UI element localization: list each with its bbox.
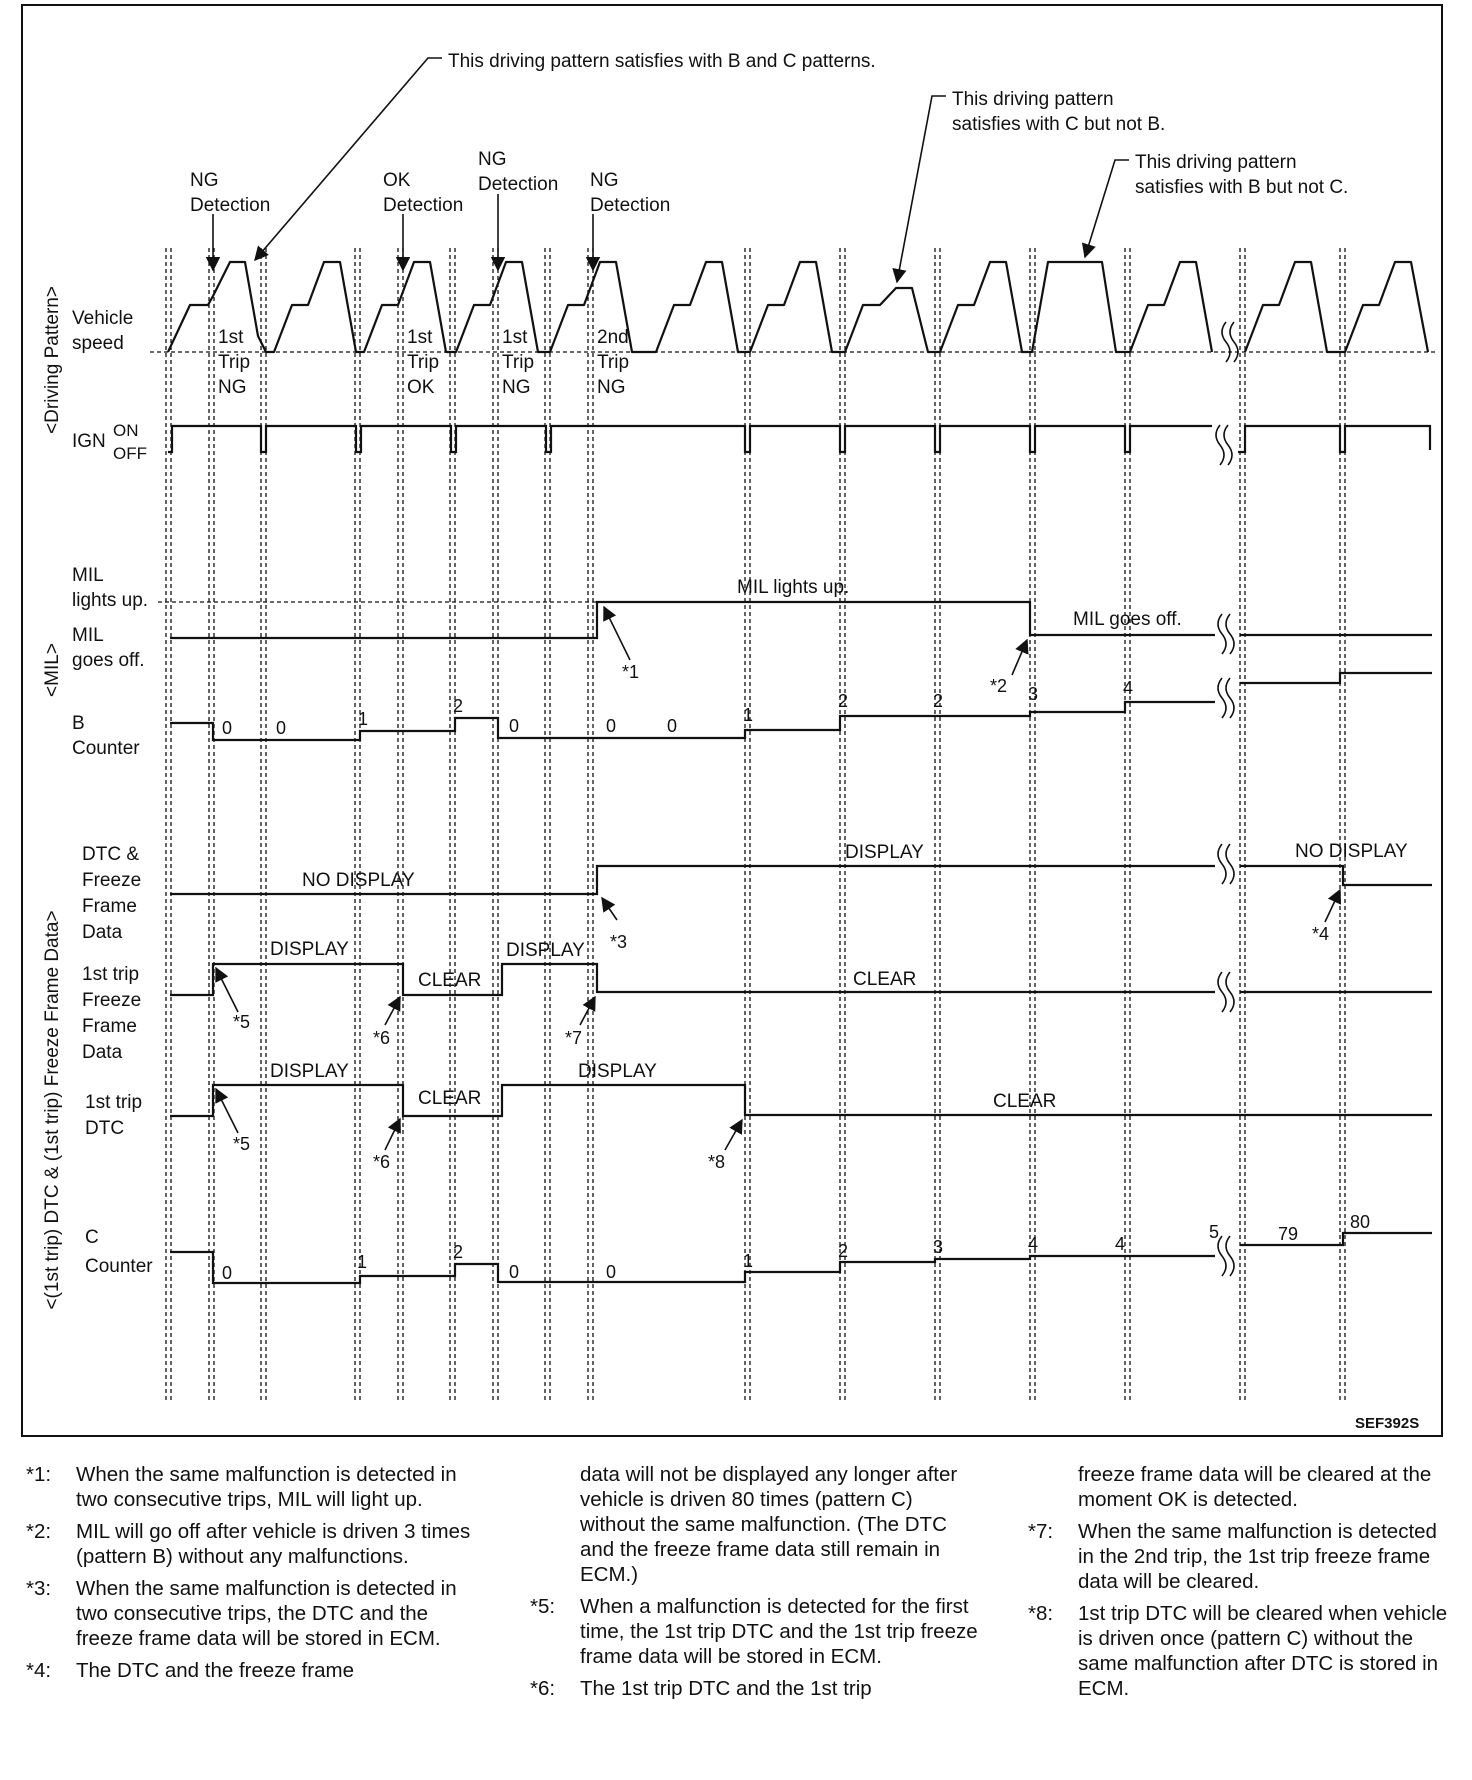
mil-waveform [170,602,1215,638]
mil-state-lights-up: MIL lights up. [737,577,850,598]
notes-column-2 [530,1462,980,1708]
row-label-trip-ff-3: Frame [82,1016,137,1037]
row-label-trip-ff-2: Freeze [82,990,142,1011]
row-label-c-counter-2: Counter [85,1256,153,1277]
trip-ff-state-clear-1: CLEAR [418,970,482,991]
note-4 [26,1658,476,1683]
note-6 [530,1676,980,1701]
mil-state-goes-off: MIL goes off. [1073,609,1182,630]
b-counter-value: 1 [743,705,754,725]
section-label-mil: <MIL> [42,643,63,697]
marker-6b: *6 [373,1152,391,1172]
trip-label-4-bot: NG [597,377,626,398]
note-marker: *5: [530,1595,556,1618]
trip-label-2-mid: Trip [407,352,440,373]
callout-bc-text: This driving pattern satisfies with B and C patterns. [448,51,876,72]
dtc-ff-waveform-after-break [1240,866,1432,885]
row-label-trip-ff-1: 1st trip [82,964,140,985]
note-1 [26,1462,476,1512]
notes-column-3 [1028,1462,1448,1708]
row-label-b-counter-2: Counter [72,738,140,759]
trip-label-2-bot: OK [407,377,435,398]
b-counter-value: 2 [453,696,464,716]
row-label-b-counter-1: B [72,713,85,734]
note-text: When the same malfunction is detected in two consecutive trips, MIL will light up. [76,1463,457,1511]
note-text: When the same malfunction is detected in two consecutive trips, the DTC and the freeze frame data will be stored in ECM. [76,1577,457,1650]
note-marker: *6: [530,1677,556,1700]
marker-3-arrow [602,898,617,920]
detection-label-bottom: Detection [590,195,671,216]
b-counter-value: 2 [838,691,849,711]
callout-b-not-c-line1: This driving pattern [1135,152,1297,173]
marker-2: *2 [990,676,1008,696]
note-marker: *1: [26,1463,52,1486]
detection-label-top: NG [478,149,507,170]
note-text: MIL will go off after vehicle is driven 3 times (pattern B) without any malfunctions. [76,1520,471,1568]
trip-label-3-mid: Trip [502,352,535,373]
note-2 [26,1519,476,1569]
marker-4-arrow [1325,890,1340,922]
row-label-mil-lights-1: MIL [72,565,104,586]
row-label-dtc-ff-1: DTC & [82,844,139,865]
note-marker: *4: [26,1659,52,1682]
b-counter-value: 0 [509,716,520,736]
detection-ng-1 [190,170,270,216]
dtc-ff-state-no-display-end: NO DISPLAY [1295,841,1408,862]
section-label-driving-pattern: <Driving Pattern> [42,286,63,434]
note-6-continued: freeze frame data will be cleared at the moment OK is detected. [1078,1463,1432,1511]
row-label-vehicle-speed-1: Vehicle [72,308,134,329]
row-label-vehicle-speed-2: speed [72,333,124,354]
detection-label-top: NG [590,170,619,191]
marker-8-arrow [725,1120,742,1150]
c-counter-value: 4 [1115,1234,1126,1254]
b-counter-waveform [170,702,1215,740]
trip-label-4-top: 2nd [597,327,629,348]
c-counter-value: 1 [743,1251,754,1271]
trip-ff-state-display-1: DISPLAY [270,939,349,960]
row-label-mil-off-1: MIL [72,625,104,646]
notes-column-1 [26,1462,476,1690]
detection-label-bottom: Detection [190,195,271,216]
detection-ng-4 [590,170,670,216]
c-counter-value: 79 [1278,1224,1299,1244]
trip-label-2-top: 1st [407,327,433,348]
b-counter-value: 0 [276,718,287,738]
b-counter-value: 3 [1028,684,1039,704]
c-counter-value: 5 [1209,1222,1220,1242]
dtc-ff-state-display: DISPLAY [845,842,924,863]
note-marker: *3: [26,1577,52,1600]
callout-c-not-b-line1: This driving pattern [952,89,1114,110]
marker-5b: *5 [233,1134,251,1154]
c-counter-value: 3 [933,1237,944,1257]
trip-dtc-state-display-2: DISPLAY [578,1061,657,1082]
trip-label-1-mid: Trip [218,352,251,373]
b-counter-value: 2 [933,691,944,711]
vehicle-speed-waveform [168,262,1212,352]
note-text: 1st trip DTC will be cleared when vehicle is driven once (pattern C) without the same malfunction after DTC is stored in ECM. [1078,1602,1448,1700]
marker-5a-arrow [216,968,238,1012]
note-text: When a malfunction is detected for the first time, the 1st trip DTC and the 1st trip freeze frame data will be stored in ECM. [580,1595,978,1668]
trip-ff-state-clear-2: CLEAR [853,969,917,990]
note-marker: *8: [1028,1602,1054,1625]
figure-code: SEF392S [1355,1415,1420,1432]
note-marker: *7: [1028,1520,1054,1543]
trip-label-1-bot: NG [218,377,247,398]
callout-b-not-c-line2: satisfies with B but not C. [1135,177,1349,198]
trip-label-4-mid: Trip [597,352,630,373]
trip-label-3-bot: NG [502,377,531,398]
dtc-ff-state-no-display: NO DISPLAY [302,870,415,891]
row-label-c-counter-1: C [85,1227,99,1248]
row-label-mil-lights-2: lights up. [72,590,149,611]
note-text: The 1st trip DTC and the 1st trip [580,1677,872,1700]
note-8 [1028,1601,1448,1701]
trip-label-1-top: 1st [218,327,244,348]
trip-dtc-waveform [170,1085,1432,1116]
c-counter-value: 80 [1350,1212,1371,1232]
marker-5b-arrow [216,1089,238,1133]
b-counter-value: 4 [1123,678,1134,698]
b-counter-value: 0 [667,716,678,736]
detection-ng-3 [478,149,558,195]
row-label-trip-dtc-2: DTC [85,1118,125,1139]
detection-label-bottom: Detection [478,174,559,195]
diagram-frame [22,5,1442,1436]
detection-label-top: NG [190,170,219,191]
trip-guide-lines [166,248,1345,1400]
detection-label-bottom: Detection [383,195,464,216]
note-3 [26,1576,476,1651]
trip-dtc-state-clear-1: CLEAR [418,1088,482,1109]
row-label-dtc-ff-4: Data [82,922,123,943]
c-counter-value: 4 [1028,1234,1039,1254]
b-counter-value: 0 [222,718,233,738]
callout-b-not-c-leader [1085,160,1129,257]
ign-waveform-after-break [1238,426,1430,452]
marker-3: *3 [610,932,628,952]
trip-label-3-top: 1st [502,327,528,348]
marker-8: *8 [708,1152,726,1172]
detection-label-top: OK [383,170,411,191]
note-marker: *2: [26,1520,52,1543]
trip-dtc-state-clear-2: CLEAR [993,1091,1057,1112]
section-label-dtc-freeze-frame: <(1st trip) DTC & (1st trip) Freeze Frame Data> [42,910,63,1310]
callout-c-not-b-line2: satisfies with C but not B. [952,114,1166,135]
row-label-mil-off-2: goes off. [72,650,145,671]
c-counter-waveform [170,1252,1215,1283]
marker-6a: *6 [373,1028,391,1048]
time-break-marks [1216,322,1238,1276]
trip-dtc-state-display-1: DISPLAY [270,1061,349,1082]
callout-bc-leader [255,58,442,260]
marker-1: *1 [622,662,640,682]
row-label-dtc-ff-2: Freeze [82,870,142,891]
ign-waveform [168,426,1212,452]
c-counter-waveform-after-break [1240,1233,1432,1245]
note-text: The DTC and the freeze frame [76,1659,355,1682]
c-counter-value: 2 [838,1241,849,1261]
marker-1-arrow [604,607,630,660]
b-counter-waveform-after-break [1240,673,1432,683]
c-counter-value: 0 [606,1262,617,1282]
callout-c-not-b-leader [897,96,946,282]
trip-ff-waveform [170,964,1215,995]
marker-5a: *5 [233,1012,251,1032]
row-label-dtc-ff-3: Frame [82,896,137,917]
trip-ff-state-display-2: DISPLAY [506,940,585,961]
note-5 [530,1594,980,1669]
b-counter-value: 0 [606,716,617,736]
row-label-ign-on: ON [113,421,139,440]
row-label-ign: IGN [72,431,106,452]
marker-2-arrow [1012,640,1027,675]
note-4-continued: data will not be displayed any longer after vehicle is driven 80 times (pattern C) without the same malfunction. (The DTC and the freeze frame data still remain in ECM.) [580,1463,958,1586]
c-counter-value: 1 [357,1252,368,1272]
marker-4: *4 [1312,924,1330,944]
detection-ok-2 [383,170,463,216]
b-counter-value: 1 [358,709,369,729]
marker-7: *7 [565,1028,583,1048]
c-counter-value: 0 [222,1263,233,1283]
row-label-trip-ff-4: Data [82,1042,123,1063]
row-label-ign-off: OFF [113,444,147,463]
c-counter-value: 2 [453,1242,464,1262]
vehicle-speed-waveform-after-break [1245,262,1428,352]
note-7 [1028,1519,1448,1594]
row-label-trip-dtc-1: 1st trip [85,1092,143,1113]
c-counter-value: 0 [509,1262,520,1282]
note-text: When the same malfunction is detected in the 2nd trip, the 1st trip freeze frame data will be cleared. [1078,1520,1437,1593]
